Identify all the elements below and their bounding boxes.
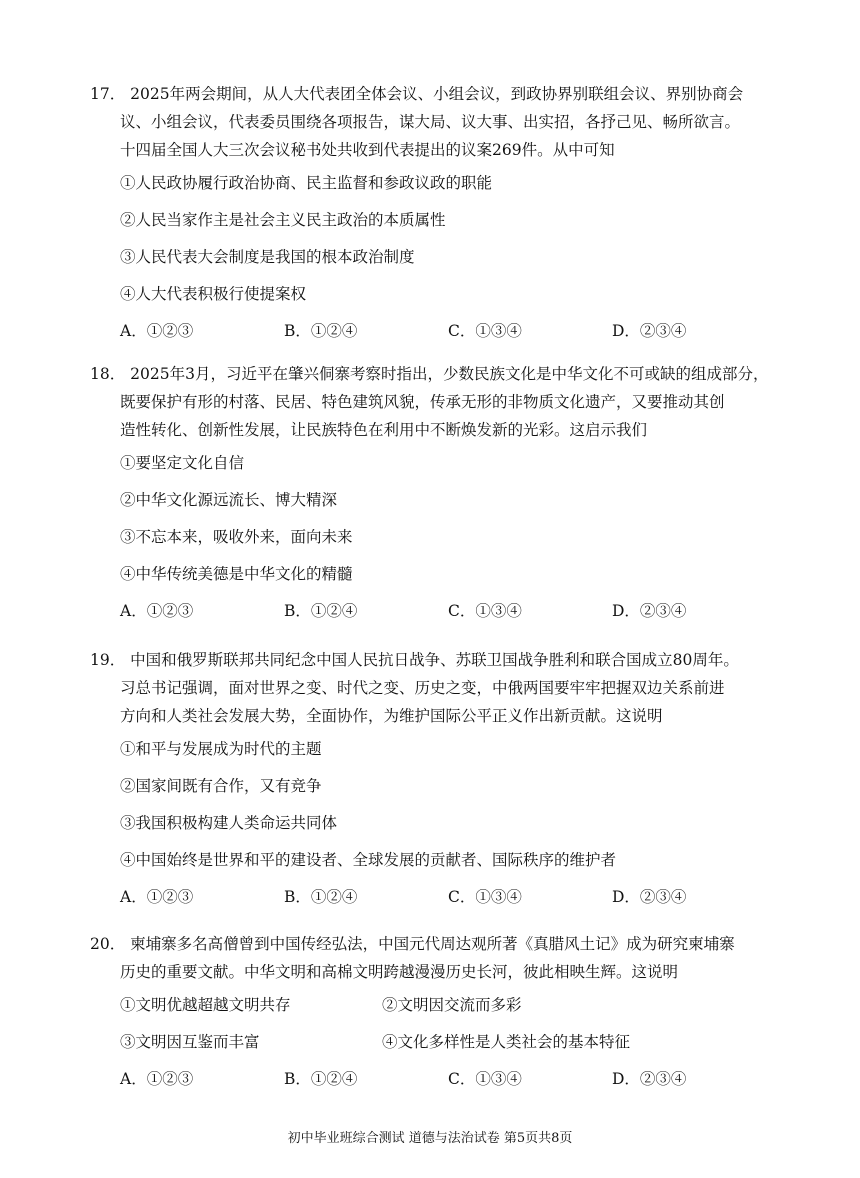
statement-item: ④中国始终是世界和平的建设者、全球发展的贡献者、国际秩序的维护者 bbox=[120, 851, 617, 869]
statement-list bbox=[90, 994, 790, 1068]
choice-a: A．①②③ bbox=[120, 322, 194, 340]
statement-list bbox=[90, 738, 790, 886]
choice-b: B．①②④ bbox=[284, 602, 358, 620]
statement-item: ①人民政协履行政治协商、民主监督和参政议政的职能 bbox=[120, 174, 493, 192]
answer-choices bbox=[90, 320, 790, 342]
answer-choices bbox=[90, 600, 790, 622]
choice-c: C．①③④ bbox=[448, 1070, 522, 1088]
statement-item: ②国家间既有合作，又有竞争 bbox=[120, 777, 322, 795]
choice-a: A．①②③ bbox=[120, 602, 194, 620]
choice-d: D．②③④ bbox=[612, 602, 687, 620]
page-footer: 初中毕业班综合测试 道德与法治试卷 第5页共8页 bbox=[287, 1131, 573, 1146]
choice-d: D．②③④ bbox=[612, 1070, 687, 1088]
choice-b: B．①②④ bbox=[284, 888, 358, 906]
statement-item: ③我国积极构建人类命运共同体 bbox=[120, 814, 338, 832]
statement-item: ①和平与发展成为时代的主题 bbox=[120, 740, 322, 758]
choice-a: A．①②③ bbox=[120, 888, 194, 906]
statement-item: ①要坚定文化自信 bbox=[120, 454, 245, 472]
question-stem: 19． 中国和俄罗斯联邦共同纪念中国人民抗日战争、苏联卫国战争胜利和联合国成立80周年。 习总书记强调，面对世界之变、时代之变、历史之变，中俄两国要牢牢把握双边关系前进 方向和人类社会发展大势，全面协作，为维护国际公平正义作出新贡献。这说明 bbox=[90, 646, 790, 730]
question-18 bbox=[90, 360, 790, 622]
question-stem: 17． 2025年两会期间，从人大代表团全体会议、小组会议，到政协界别联组会议、界别协商会 议、小组会议，代表委员围绕各项报告，谋大局、议大事、出实招，各抒己见、畅所欲言。 十四届全国人大三次会议秘书处共收到代表提出的议案269件。从中可知 bbox=[90, 80, 790, 164]
choice-d: D．②③④ bbox=[612, 888, 687, 906]
answer-choices bbox=[90, 1068, 790, 1090]
choice-c: C．①③④ bbox=[448, 602, 522, 620]
statement-item: ④文化多样性是人类社会的基本特征 bbox=[382, 1033, 631, 1051]
question-20 bbox=[90, 930, 790, 1090]
statement-item: ④中华传统美德是中华文化的精髓 bbox=[120, 565, 353, 583]
statement-item: ③文明因互鉴而丰富 bbox=[120, 1033, 260, 1051]
question-stem: 20． 柬埔寨多名高僧曾到中国传经弘法，中国元代周达观所著《真腊风土记》成为研究柬埔寨 历史的重要文献。中华文明和高棉文明跨越漫漫历史长河，彼此相映生辉。这说明 bbox=[90, 930, 790, 986]
choice-c: C．①③④ bbox=[448, 322, 522, 340]
question-number: 19． bbox=[90, 651, 126, 669]
choice-b: B．①②④ bbox=[284, 1070, 358, 1088]
statement-item: ①文明优越超越文明共存 bbox=[120, 996, 291, 1014]
question-number: 17． bbox=[90, 85, 126, 103]
choice-c: C．①③④ bbox=[448, 888, 522, 906]
statement-item: ④人大代表积极行使提案权 bbox=[120, 285, 307, 303]
choice-d: D．②③④ bbox=[612, 322, 687, 340]
statement-list bbox=[90, 452, 790, 600]
statement-list bbox=[90, 172, 790, 320]
choice-a: A．①②③ bbox=[120, 1070, 194, 1088]
question-number: 20． bbox=[90, 935, 126, 953]
choice-b: B．①②④ bbox=[284, 322, 358, 340]
question-stem: 18． 2025年3月，习近平在肇兴侗寨考察时指出，少数民族文化是中华文化不可或缺的组成部分， 既要保护有形的村落、民居、特色建筑风貌，传承无形的非物质文化遗产，又要推动其创 造性转化、创新性发展，让民族特色在利用中不断焕发新的光彩。这启示我们 bbox=[90, 360, 790, 444]
answer-choices bbox=[90, 886, 790, 908]
statement-item: ②文明因交流而多彩 bbox=[382, 996, 522, 1014]
statement-item: ③不忘本来，吸收外来，面向未来 bbox=[120, 528, 353, 546]
question-17 bbox=[90, 80, 790, 342]
statement-item: ③人民代表大会制度是我国的根本政治制度 bbox=[120, 248, 415, 266]
question-19 bbox=[90, 646, 790, 908]
statement-item: ②人民当家作主是社会主义民主政治的本质属性 bbox=[120, 211, 446, 229]
question-number: 18． bbox=[90, 365, 126, 383]
statement-item: ②中华文化源远流长、博大精深 bbox=[120, 491, 338, 509]
